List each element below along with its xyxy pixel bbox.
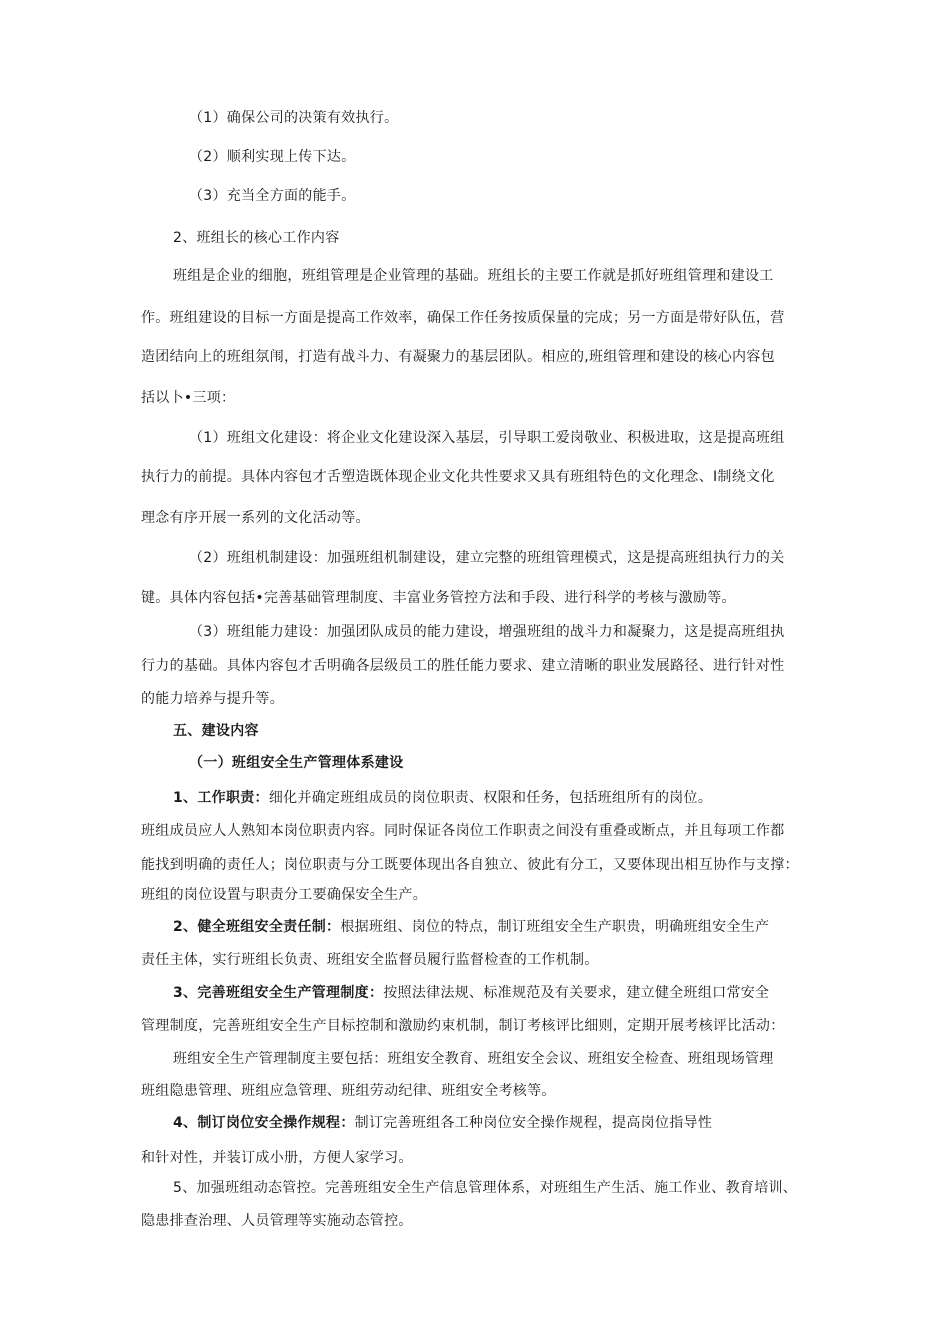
section-heading: 2、班组长的核心工作内容 xyxy=(173,230,340,246)
list-item-2: （2）顺利实现上传下达。 xyxy=(189,149,356,165)
paragraph-line: 理念有序开展一系列的文化活动等。 xyxy=(141,510,370,526)
paragraph-line: 班组成员应人人熟知本岗位职责内容。同时保证各岗位工作职责之间没有重叠或断点，并且每项工作都 xyxy=(141,823,785,839)
paragraph-line: （2）班组机制建设：加强班组机制建设，建立完整的班组管理模式，这是提高班组执行力的关 xyxy=(189,550,785,566)
paragraph-line: 班组的岗位设置与职责分工要确保安全生产。 xyxy=(141,887,427,903)
paragraph-line: 的能力培养与提升等。 xyxy=(141,691,284,707)
paragraph-line: 造团结向上的班组氛闱，打造有战斗力、有凝聚力的基层团队。相应的,班组管理和建设的核心内容包 xyxy=(141,349,775,365)
list-item-1: （1）确保公司的决策有效执行。 xyxy=(189,110,399,126)
paragraph-line: 班组是企业的细胞，班组管理是企业管理的基础。班组长的主要工作就是抓好班组管理和建设工 xyxy=(173,268,774,284)
paragraph-line: 隐患排查治理、人员管理等实施动态管控。 xyxy=(141,1213,413,1229)
paragraph-line: 班组隐患管理、班组应急管理、班组劳动纪律、班组安全考核等。 xyxy=(141,1083,556,1099)
paragraph-line: 作。班组建设的目标一方面是提高工作效率，确保工作任务按质保量的完成；另一方面是带好队伍，营 xyxy=(141,310,785,326)
paragraph-line: 行力的基础。具体内容包才舌明确各层级员工的胜任能力要求、建立清晰的职业发展路径、进行针对性 xyxy=(141,658,785,674)
paragraph-line: 责任主体，实行班组长负责、班组安全监督员履行监督检查的工作机制。 xyxy=(141,952,599,968)
chapter-heading: 五、建设内容 xyxy=(173,723,259,739)
paragraph-line: 4、制订岗位安全操作规程：制订完善班组各工种岗位安全操作规程，提高岗位指导性 xyxy=(173,1115,713,1131)
paragraph-line: 括以卜•三项： xyxy=(141,390,236,406)
item-heading: 4、制订岗位安全操作规程： xyxy=(173,1115,355,1131)
paragraph-line: 5、加强班组动态管控。完善班组安全生产信息管理体系，对班组生产生活、施工作业、教育培训、 xyxy=(173,1180,798,1196)
list-item-3: （3）充当全方面的能手。 xyxy=(189,188,356,204)
paragraph-line: 班组安全生产管理制度主要包括：班组安全教育、班组安全会议、班组安全检查、班组现场管理 xyxy=(173,1051,774,1067)
paragraph-line: 1、工作职责：细化并确定班组成员的岗位职责、权限和任务，包括班组所有的岗位。 xyxy=(173,790,713,806)
item-heading: 2、健全班组安全责任制： xyxy=(173,919,341,935)
paragraph-line: （1）班组文化建设：将企业文化建设深入基层，引导职工爱岗敬业、积极进取，这是提高班组 xyxy=(189,430,785,446)
item-heading: 1、工作职责： xyxy=(173,790,269,806)
paragraph-line: 执行力的前提。具体内容包才舌塑造既体现企业文化共性要求又具有班组特色的文化理念、I制绕文化 xyxy=(141,469,775,485)
paragraph-line: 和针对性，并装订成小册，方便人家学习。 xyxy=(141,1150,413,1166)
paragraph-line: 2、健全班组安全责任制：根据班组、岗位的特点，制订班组安全生产职贵，明确班组安全生产 xyxy=(173,919,770,935)
paragraph-line: 管理制度，完善班组安全生产目标控制和激励约束机制，制订考核评比细则，定期开展考核评比活动： xyxy=(141,1018,785,1034)
subsection-heading: （一）班组安全生产管理体系建设 xyxy=(189,755,404,771)
paragraph-line: 能找到明确的责任人；岗位职责与分工既要体现出各自独立、彼此有分工，又要体现出相互协作与支撑： xyxy=(141,857,799,873)
item-heading: 3、完善班组安全生产管理制度： xyxy=(173,985,384,1001)
paragraph-line: 3、完善班组安全生产管理制度：按照法律法规、标准规范及有关要求，建立健全班组口常安全 xyxy=(173,985,770,1001)
paragraph-line: （3）班组能力建设：加强团队成员的能力建设，增强班组的战斗力和凝聚力，这是提高班组执 xyxy=(189,624,785,640)
paragraph-line: 键。具体内容包括•完善基础管理制度、丰富业务管控方法和手段、进行科学的考核与激励等。 xyxy=(141,590,736,606)
